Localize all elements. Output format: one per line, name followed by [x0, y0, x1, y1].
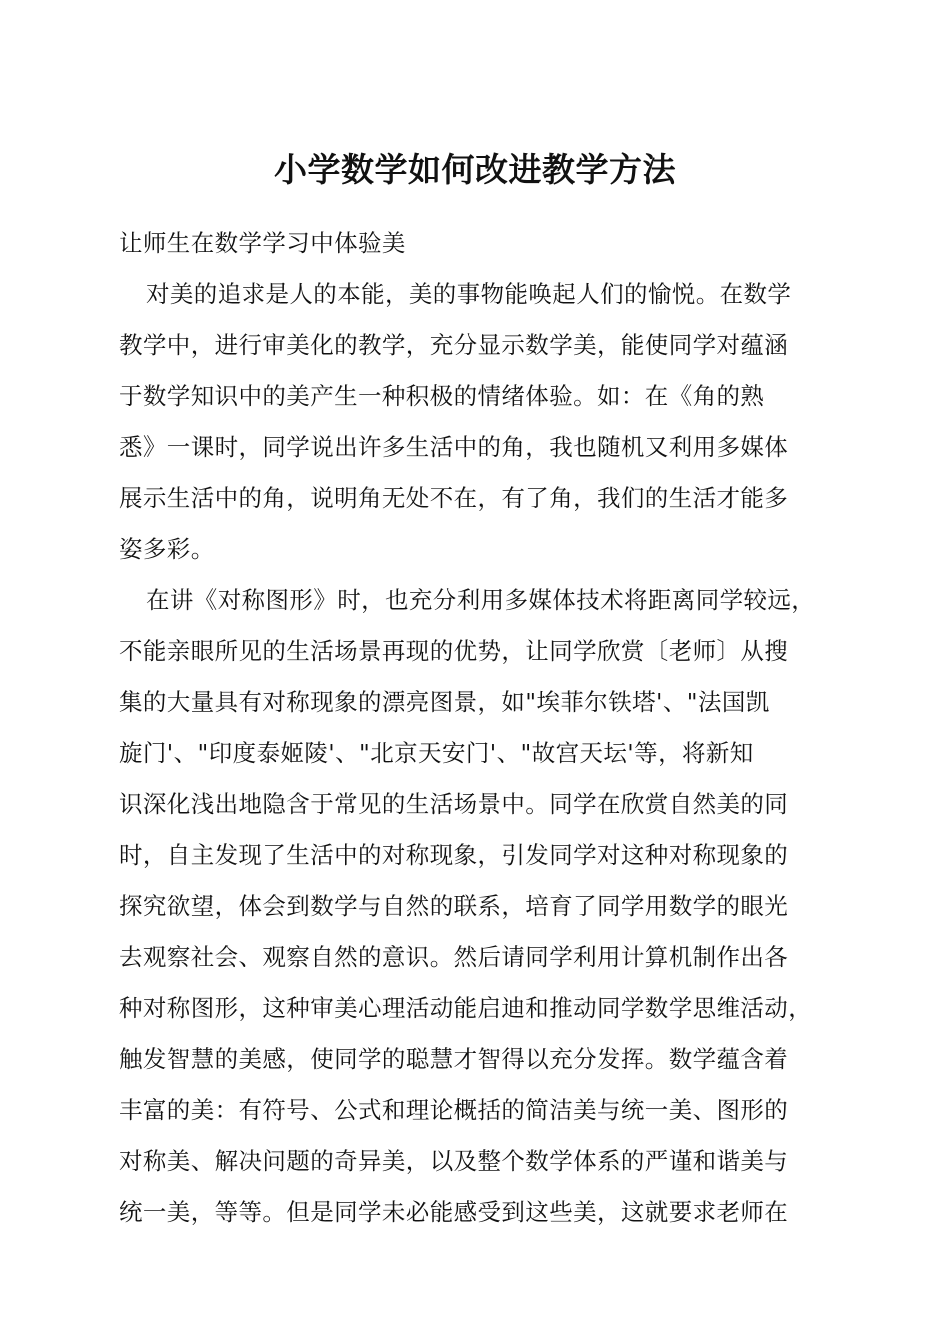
text-line: 去观察社会、观察自然的意识。然后请同学利用计算机制作出各: [119, 943, 789, 971]
section-heading: 让师生在数学学习中体验美: [119, 229, 406, 257]
text-line: 姿多彩。: [119, 535, 215, 563]
document-body: [119, 218, 834, 1238]
text-line: 种对称图形，这种审美心理活动能启迪和推动同学数学思维活动，: [119, 994, 813, 1022]
text-line: 触发智慧的美感，使同学的聪慧才智得以充分发挥。数学蕴含着: [119, 1045, 789, 1073]
text-line: 识深化浅出地隐含于常见的生活场景中。同学在欣赏自然美的同: [119, 790, 789, 818]
text-line: 对称美、解决问题的奇异美，以及整个数学体系的严谨和谐美与: [119, 1147, 789, 1175]
text-line: 于数学知识中的美产生一种积极的情绪体验。如：在《角的熟: [119, 382, 765, 410]
text-line: 悉》一课时，同学说出许多生活中的角，我也随机又利用多媒体: [119, 433, 789, 461]
text-line: 统一美，等等。但是同学未必能感受到这些美，这就要求老师在: [119, 1198, 789, 1226]
text-line: 对美的追求是人的本能，美的事物能唤起人们的愉悦。在数学: [146, 280, 792, 308]
text-line: 在讲《对称图形》时，也充分利用多媒体技术将距离同学较远，: [146, 586, 816, 614]
text-line: 时，自主发现了生活中的对称现象，引发同学对这种对称现象的: [119, 841, 789, 869]
text-line: 教学中，进行审美化的教学，充分显示数学美，能使同学对蕴涵: [119, 331, 789, 359]
text-line: 集的大量具有对称现象的漂亮图景，如"埃菲尔铁塔'、"法国凯: [119, 688, 770, 716]
text-line: 丰富的美：有符号、公式和理论概括的简洁美与统一美、图形的: [119, 1096, 789, 1124]
text-line: 探究欲望，体会到数学与自然的联系，培育了同学用数学的眼光: [119, 892, 789, 920]
document-title: 小学数学如何改进教学方法: [274, 150, 676, 189]
text-line: 不能亲眼所见的生活场景再现的优势，让同学欣赏〔老师〕从搜: [119, 637, 789, 665]
text-line: 展示生活中的角，说明角无处不在，有了角，我们的生活才能多: [119, 484, 789, 512]
text-line: 旋门'、"印度泰姬陵'、"北京天安门'、"故宫天坛'等，将新知: [119, 739, 754, 767]
